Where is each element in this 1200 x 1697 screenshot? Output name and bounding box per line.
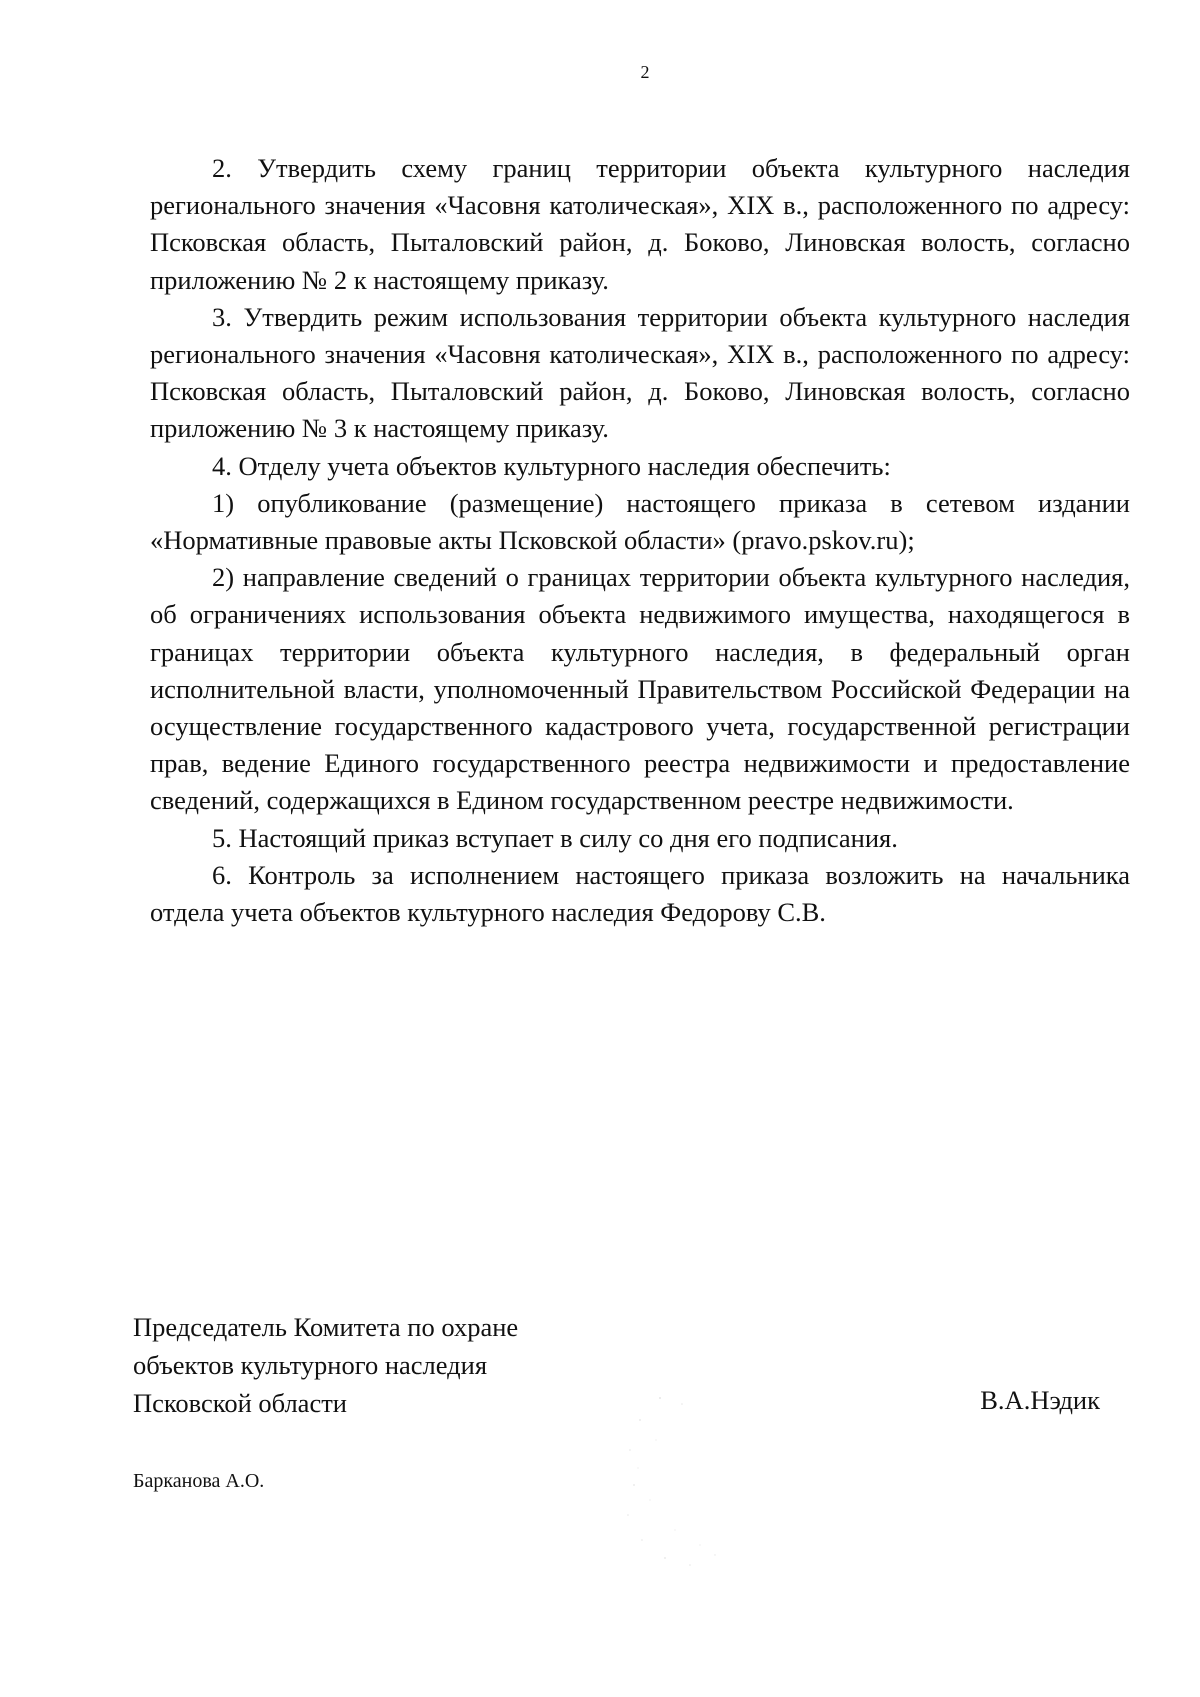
order-body [150,150,1130,931]
executor-name: Барканова А.О. [133,1470,265,1492]
signatory-name: В.А.Нэдик [980,1385,1100,1415]
signatory-position-line: Председатель Комитета по охране [133,1312,519,1342]
signatory-position [133,1308,518,1422]
page-number: 2 [640,62,650,82]
signatory-position-line: Псковской области [133,1388,347,1418]
faint-stamp-mark [620,1390,770,1570]
signatory-position-line: объектов культурного наследия [133,1350,488,1380]
paragraph-4-1-publication: 1) опубликование (размещение) настоящего приказа в сетевом издании «Нормативные правовые акты Псковской области» (pravo.pskov.ru); [150,487,1130,556]
paragraph-6-control: 6. Контроль за исполнением настоящего приказа возложить на начальника отдела учета объектов культурного наследия Федорову С.В. [150,859,1130,928]
paragraph-5-effective-date: 5. Настоящий приказ вступает в силу со дня его подписания. [212,822,898,853]
paragraph-4-department-duties: 4. Отделу учета объектов культурного наследия обеспечить: [212,450,891,481]
paragraph-4-2-information-transfer: 2) направление сведений о границах территории объекта культурного наследия, об ограничениях использования объекта недвижимого имущества, находящегося в границах территории объекта культурного наследия, в федеральный орган исполнительной власти, уполномоченный Правительством Российской Федерации на осуществление государственного кадастрового учета, государственной регистрации прав, ведение Единого государственного реестра недвижимости и предоставление сведений, содержащихся в Едином государственном реестре недвижимости. [150,562,1130,816]
paragraph-2-approve-boundary-scheme: 2. Утвердить схему границ территории объекта культурного наследия регионального значения «Часовня католическая», XIX в., расположенного по адресу: Псковская область, Пыталовский район, д. Боково, Линовская волость, согласно приложению № 2 к настоящему приказу. [150,153,1130,295]
paragraph-3-approve-usage-regime: 3. Утвердить режим использования территории объекта культурного наследия регионального значения «Часовня католическая», XIX в., расположенного по адресу: Псковская область, Пыталовский район, д. Боково, Линовская волость, согласно приложению № 3 к настоящему приказу. [150,301,1130,444]
